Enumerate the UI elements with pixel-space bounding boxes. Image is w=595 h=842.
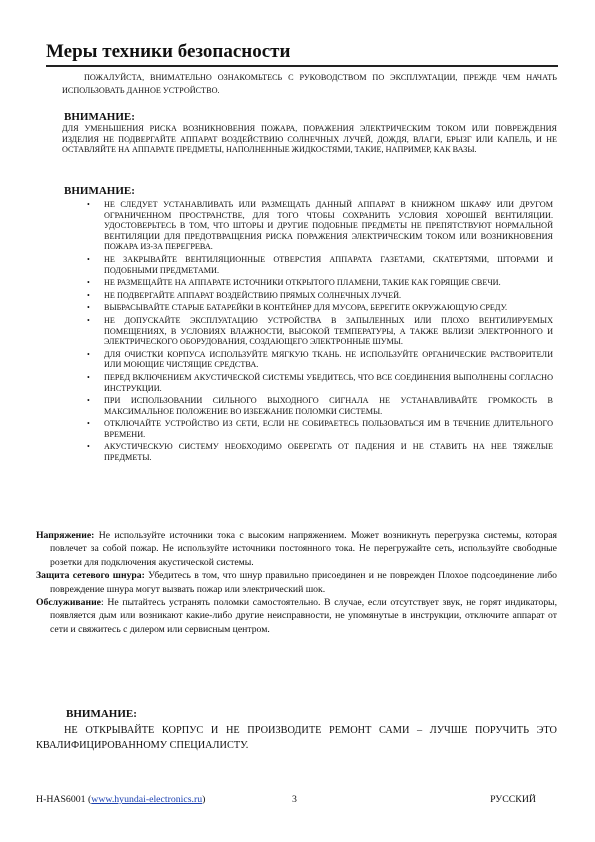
bullet-dot-icon: • xyxy=(87,303,90,313)
paragraph-label: Напряжение: xyxy=(36,530,95,541)
bullet-dot-icon: • xyxy=(87,278,90,288)
bullet-text: НЕ РАЗМЕЩАЙТЕ НА АППАРАТЕ ИСТОЧНИКИ ОТКРЫТОГО ПЛАМЕНИ, ТАКИЕ КАК ГОРЯЩИЕ СВЕЧИ. xyxy=(104,278,501,288)
warning-bullet-item xyxy=(87,350,553,371)
safety-paragraphs xyxy=(36,529,557,636)
bullet-text: НЕ СЛЕДУЕТ УСТАНАВЛИВАТЬ ИЛИ РАЗМЕЩАТЬ ДАННЫЙ АППАРАТ В КНИЖНОМ ШКАФУ ИЛИ ДРУГОМ ОГРАНИЧЕННОМ ПРОСТРАНСТВЕ, ДЛЯ ТОГО ЧТОБЫ СОХРАНИТЬ УСЛОВИЯ ХОРОШЕЙ ВЕНТИЛЯЦИИ. УДОСТОВЕРЬТЕСЬ В ТОМ, ЧТО ШТОРЫ И ДРУГИЕ ПОДОБНЫЕ ПРЕДМЕТЫ НЕ ПРЕПЯТСТВУЮТ НОРМАЛЬНОЙ ВЕНТИЛЯЦИИ ДЛЯ ПРЕДОТВРАЩЕНИЯ РИСКА ПОРАЖЕНИЯ ЭЛЕКТРИЧЕСКИМ ТОКОМ ИЛИ ВОЗНИКНОВЕНИЯ ПОЖАРА ИЗ-ЗА ПЕРЕГРЕВА. xyxy=(104,200,553,252)
warning-bullet-item xyxy=(87,419,553,440)
paragraph-text: Не используйте источники тока с высоким напряжением. Может возникнуть перегрузка системы, которая повлечет за собой пожар. Не используйте источники постоянного тока. Не перегружайте сеть, используйте свободные розетки для подключения акустической системы. xyxy=(50,530,557,568)
page-number: 3 xyxy=(292,794,297,805)
bullet-dot-icon: • xyxy=(87,396,90,406)
warning-bullet-item xyxy=(87,373,553,394)
final-warning-text: НЕ ОТКРЫВАЙТЕ КОРПУС И НЕ ПРОИЗВОДИТЕ РЕМОНТ САМИ – ЛУЧШЕ ПОРУЧИТЬ ЭТО КВАЛИФИЦИРОВАННОМУ СПЕЦИАЛИСТУ. xyxy=(36,725,557,751)
warning-heading-2: ВНИМАНИЕ: xyxy=(64,185,135,197)
bullet-dot-icon: • xyxy=(87,315,90,325)
footer-model-suffix: ) xyxy=(202,794,206,805)
safety-paragraph xyxy=(36,569,557,596)
warning-bullet-item xyxy=(87,303,553,314)
bullet-dot-icon: • xyxy=(87,254,90,264)
bullet-text: НЕ ДОПУСКАЙТЕ ЭКСПЛУАТАЦИЮ УСТРОЙСТВА В ЗАПЫЛЕННЫХ ИЛИ ПЛОХО ВЕНТИЛИРУЕМЫХ ПОМЕЩЕНИЯХ, В УСЛОВИЯХ ВЛАЖНОСТИ, ВЫСОКОЙ ТЕМПЕРАТУРЫ, А ТАКЖЕ ВБЛИЗИ ЭЛЕКТРОННОГО И ЭЛЕКТРИЧЕСКОГО ОБОРУДОВАНИЯ, СОЗДАЮЩЕГО ЭЛЕКТРОННЫЕ ШУМЫ. xyxy=(104,315,553,347)
footer-model-text: H-HAS6001 ( xyxy=(36,794,92,805)
bullet-dot-icon: • xyxy=(87,419,90,429)
bullet-text: АКУСТИЧЕСКУЮ СИСТЕМУ НЕОБХОДИМО ОБЕРЕГАТЬ ОТ ПАДЕНИЯ И НЕ СТАВИТЬ НА НЕЕ ТЯЖЕЛЫЕ ПРЕДМЕТЫ. xyxy=(104,442,553,463)
safety-paragraph xyxy=(36,529,557,569)
intro-text: ПОЖАЛУЙСТА, ВНИМАТЕЛЬНО ОЗНАКОМЬТЕСЬ С РУКОВОДСТВОМ ПО ЭКСПЛУАТАЦИИ, ПРЕЖДЕ ЧЕМ НАЧАТЬ ИСПОЛЬЗОВАТЬ ДАННОЕ УСТРОЙСТВО. xyxy=(62,73,557,95)
bullet-text: ПРИ ИСПОЛЬЗОВАНИИ СИЛЬНОГО ВЫХОДНОГО СИГНАЛА НЕ УСТАНАВЛИВАЙТЕ ГРОМКОСТЬ В МАКСИМАЛЬНОЕ ПОЛОЖЕНИЕ ВО ИЗБЕЖАНИЕ ПОЛОМКИ СИСТЕМЫ. xyxy=(104,396,553,416)
paragraph-text: Убедитесь в том, что шнур правильно присоединен и не поврежден Плохое подсоединение либо повреждение шнура могут вызвать пожар или электрический шок. xyxy=(50,570,557,595)
bullet-dot-icon: • xyxy=(87,349,90,359)
bullet-dot-icon: • xyxy=(87,290,90,300)
paragraph-label: Обслуживание xyxy=(36,597,101,609)
warning-bullet-item xyxy=(87,255,553,276)
page-title: Меры техники безопасности xyxy=(46,40,558,67)
warning-heading-1: ВНИМАНИЕ: xyxy=(64,111,135,123)
bullet-text: ОТКЛЮЧАЙТЕ УСТРОЙСТВО ИЗ СЕТИ, ЕСЛИ НЕ СОБИРАЕТЕСЬ ПОЛЬЗОВАТЬСЯ ИМ В ТЕЧЕНИЕ ДЛИТЕЛЬНОГО ВРЕМЕНИ. xyxy=(104,419,553,439)
bullet-dot-icon: • xyxy=(87,372,90,382)
bullet-text: НЕ ПОДВЕРГАЙТЕ АППАРАТ ВОЗДЕЙСТВИЮ ПРЯМЫХ СОЛНЕЧНЫХ ЛУЧЕЙ. xyxy=(104,290,402,300)
footer-language: РУССКИЙ xyxy=(490,794,536,805)
warning-bullet-item xyxy=(87,316,553,348)
warning-bullet-item xyxy=(87,291,553,302)
bullet-text: ДЛЯ ОЧИСТКИ КОРПУСА ИСПОЛЬЗУЙТЕ МЯГКУЮ ТКАНЬ. НЕ ИСПОЛЬЗУЙТЕ ОРГАНИЧЕСКИЕ РАСТВОРИТЕЛИ ИЛИ МОЮЩИЕ ЧИСТЯЩИЕ СРЕДСТВА. xyxy=(104,349,553,370)
warning-bullet-item xyxy=(87,442,553,463)
page-footer xyxy=(36,793,536,807)
bullet-text: ПЕРЕД ВКЛЮЧЕНИЕМ АКУСТИЧЕСКОЙ СИСТЕМЫ УБЕДИТЕСЬ, ЧТО ВСЕ СОЕДИНЕНИЯ ВЫПОЛНЕНЫ СОГЛАСНО ИНСТРУКЦИИ. xyxy=(104,372,553,393)
website-link[interactable]: www.hyundai-electronics.ru xyxy=(91,794,203,805)
warning-bullet-item xyxy=(87,200,553,253)
bullet-dot-icon: • xyxy=(87,442,90,452)
safety-paragraph xyxy=(36,596,557,636)
warning-bullet-item xyxy=(87,278,553,289)
final-warning-heading: ВНИМАНИЕ: xyxy=(66,708,137,720)
paragraph-text: : Не пытайтесь устранять поломки самостоятельно. В случае, если отсутствует звук, не горят индикаторы, появляется дым или возникают какие-либо другие неисправности, не упомянутые в инструкции, отключите аппарат от сети и свяжитесь с дилером или сервисным центром. xyxy=(50,597,557,635)
bullet-text: НЕ ЗАКРЫВАЙТЕ ВЕНТИЛЯЦИОННЫЕ ОТВЕРСТИЯ АППАРАТА ГАЗЕТАМИ, СКАТЕРТЯМИ, ШТОРАМИ И ПОДОБНЫМИ ПРЕДМЕТАМИ. xyxy=(104,254,553,275)
footer-model xyxy=(36,793,205,807)
paragraph-label: Защита сетевого шнура: xyxy=(36,570,145,582)
bullet-text: ВЫБРАСЫВАЙТЕ СТАРЫЕ БАТАРЕЙКИ В КОНТЕЙНЕР ДЛЯ МУСОРА, БЕРЕГИТЕ ОКРУЖАЮЩУЮ СРЕДУ. xyxy=(104,303,508,313)
bullet-dot-icon: • xyxy=(87,200,90,209)
warning-bullet-list xyxy=(87,200,553,466)
warning-text-1: ДЛЯ УМЕНЬШЕНИЯ РИСКА ВОЗНИКНОВЕНИЯ ПОЖАРА, ПОРАЖЕНИЯ ЭЛЕКТРИЧЕСКИМ ТОКОМ ИЛИ ПОВРЕЖДЕНИЯ ИЗДЕЛИЯ НЕ ПОДВЕРГАЙТЕ АППАРАТ ВОЗДЕЙСТВИЮ СОЛНЕЧНЫХ ЛУЧЕЙ, ДОЖДЯ, ВЛАГИ, БРЫЗГ ИЛИ КАПЕЛЬ, И НЕ ОСТАВЛЯЙТЕ НА АППАРАТЕ ПРЕДМЕТЫ, НАПОЛНЕННЫЕ ЖИДКОСТЯМИ, ТАКИЕ, НАПРИМЕР, КАК ВАЗЫ. xyxy=(62,124,557,155)
warning-bullet-item xyxy=(87,396,553,417)
